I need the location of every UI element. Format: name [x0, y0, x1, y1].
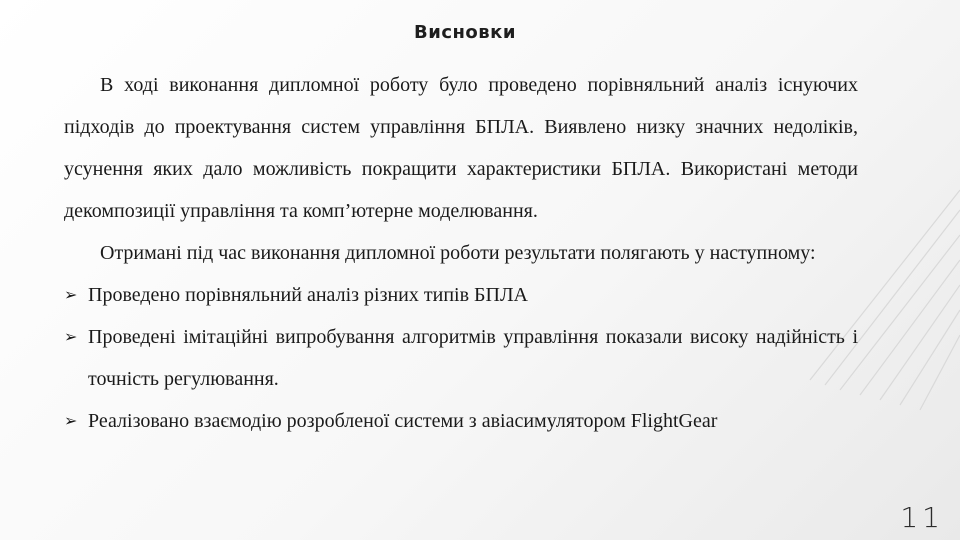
slide-body — [64, 64, 858, 442]
bullet-text: Проведені імітаційні випробування алгоритмів управління показали високу надійність і точність регулювання. — [88, 326, 858, 390]
arrow-right-icon: ➢ — [64, 285, 78, 304]
bullet-text: Проведено порівняльний аналіз різних типів БПЛА — [88, 284, 528, 306]
slide-title: Висновки — [413, 22, 517, 43]
arrow-right-icon: ➢ — [64, 411, 78, 430]
bullet-item — [64, 400, 858, 442]
paragraph: В ході виконання дипломної роботу було проведено порівняльний аналіз існуючих підходів до проектування систем управління БПЛА. Виявлено низку значних недоліків, усунення яких дало можливість покращити характеристики БПЛА. Використані методи декомпозиції управління та комп’ютерне моделювання. — [64, 74, 858, 222]
page-number: 11 — [900, 501, 944, 534]
arrow-right-icon: ➢ — [64, 327, 78, 346]
bullet-item — [64, 316, 858, 400]
bullet-text: Реалізовано взаємодію розробленої системи з авіасимулятором FlightGear — [88, 410, 718, 432]
bullet-item — [64, 274, 858, 316]
paragraph: Отримані під час виконання дипломної роботи результати полягають у наступному: — [100, 242, 816, 264]
